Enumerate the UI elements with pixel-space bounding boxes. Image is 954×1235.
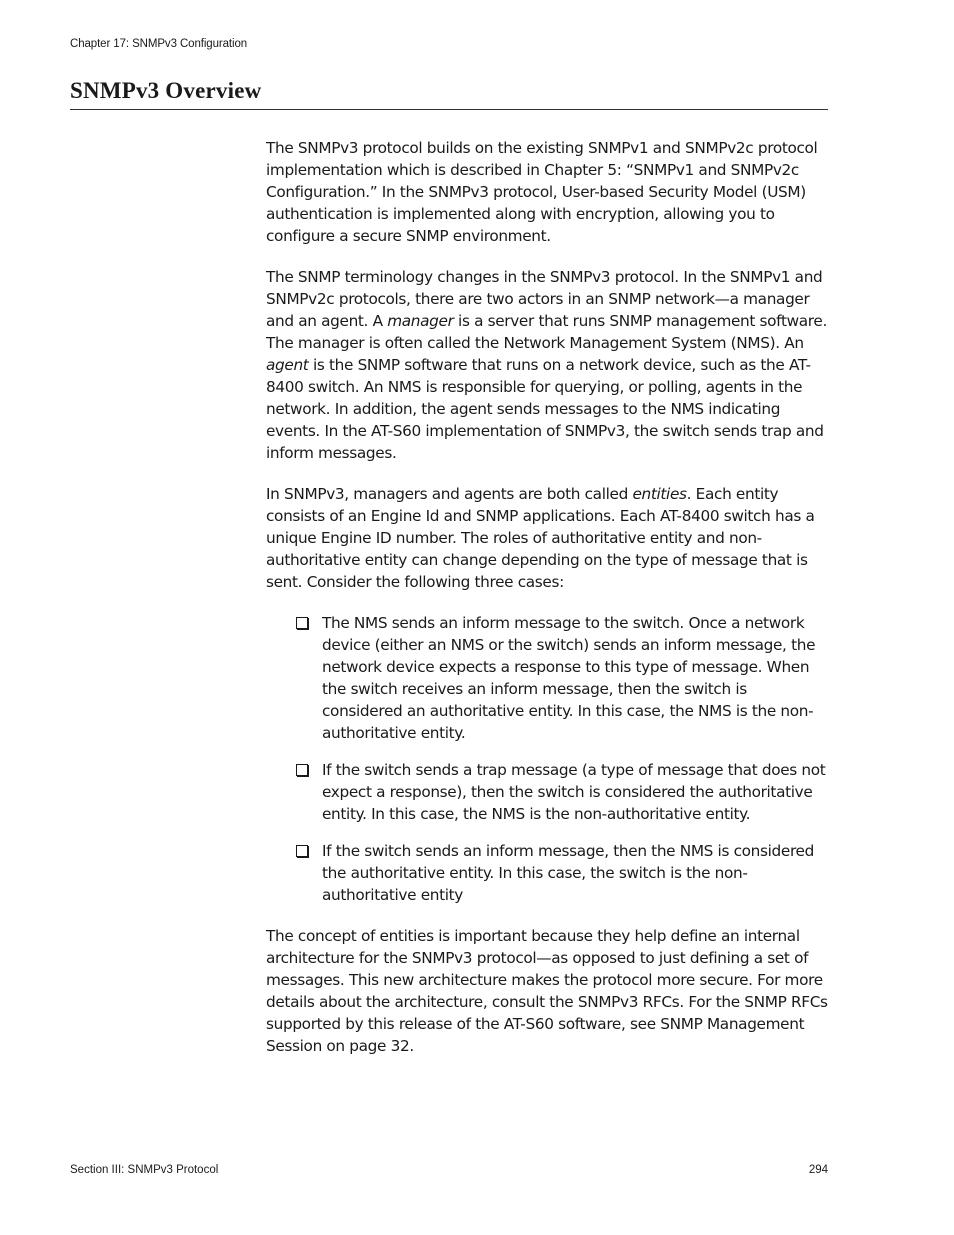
section-title: SNMPv3 Overview — [70, 78, 262, 103]
paragraph-entities — [266, 483, 828, 593]
page-number: 294 — [808, 1164, 828, 1176]
term-entities: entities — [632, 485, 687, 503]
checkbox-icon — [296, 764, 308, 776]
list-item-text: The NMS sends an inform message to the switch. Once a network device (either an NMS or the switch) sends an inform message, the network device expects a response to this type of message. When the switch receives an inform message, then the switch is considered an authoritative entity. In this case, the NMS is the non-authoritative entity. — [322, 614, 816, 742]
list-item-text: If the switch sends a trap message (a type of message that does not expect a response), then the switch is considered the authoritative entity. In this case, the NMS is the non-authoritative entity. — [322, 761, 826, 823]
list-item-text: If the switch sends an inform message, then the NMS is considered the authoritative entity. In this case, the switch is the non-authoritative entity — [322, 842, 814, 904]
checkbox-icon — [296, 617, 308, 629]
body-column — [266, 137, 828, 1076]
paragraph-text: The SNMP terminology changes in the SNMPv3 protocol. In the SNMPv1 and SNMPv2c protocols, there are two actors in an SNMP network—a manager and an agent. A — [266, 268, 823, 330]
list-item — [294, 759, 828, 825]
cases-list — [266, 612, 828, 906]
list-item — [294, 840, 828, 906]
paragraph-text: In SNMPv3, managers and agents are both called — [266, 485, 633, 503]
checkbox-icon — [296, 845, 308, 857]
running-header: Chapter 17: SNMPv3 Configuration — [70, 38, 248, 50]
paragraph-terminology — [266, 266, 828, 464]
list-item — [294, 612, 828, 744]
term-agent: agent — [266, 356, 309, 374]
paragraph-text: is a server that runs SNMP management software. The manager is often called the Network Management System (NMS). An — [266, 312, 827, 352]
paragraph-intro: The SNMPv3 protocol builds on the existing SNMPv1 and SNMPv2c protocol implementation which is described in Chapter 5: “SNMPv1 and SNMPv2c Configuration.” In the SNMPv3 protocol, User-based Security Model (USM) authentication is implemented along with encryption, allowing you to configure a secure SNMP environment. — [266, 139, 818, 245]
paragraph-architecture: The concept of entities is important because they help define an internal architecture for the SNMPv3 protocol—as opposed to just defining a set of messages. This new architecture makes the protocol more secure. For more details about the architecture, consult the SNMPv3 RFCs. For the SNMP RFCs supported by this release of the AT-S60 software, see SNMP Management Session on page 32. — [266, 927, 828, 1055]
term-manager: manager — [387, 312, 454, 330]
paragraph-text: is the SNMP software that runs on a network device, such as the AT-8400 switch. An NMS is responsible for querying, or polling, agents in the network. In addition, the agent sends messages to the NMS indicating events. In the AT-S60 implementation of SNMPv3, the switch sends trap and inform messages. — [266, 356, 824, 462]
title-divider — [70, 109, 828, 110]
paragraph-text: . Each entity consists of an Engine Id and SNMP applications. Each AT-8400 switch has a unique Engine ID number. The roles of authoritative entity and non-authoritative entity can change depending on the type of message that is sent. Consider the following three cases: — [266, 485, 815, 591]
footer-section: Section III: SNMPv3 Protocol — [70, 1164, 219, 1176]
